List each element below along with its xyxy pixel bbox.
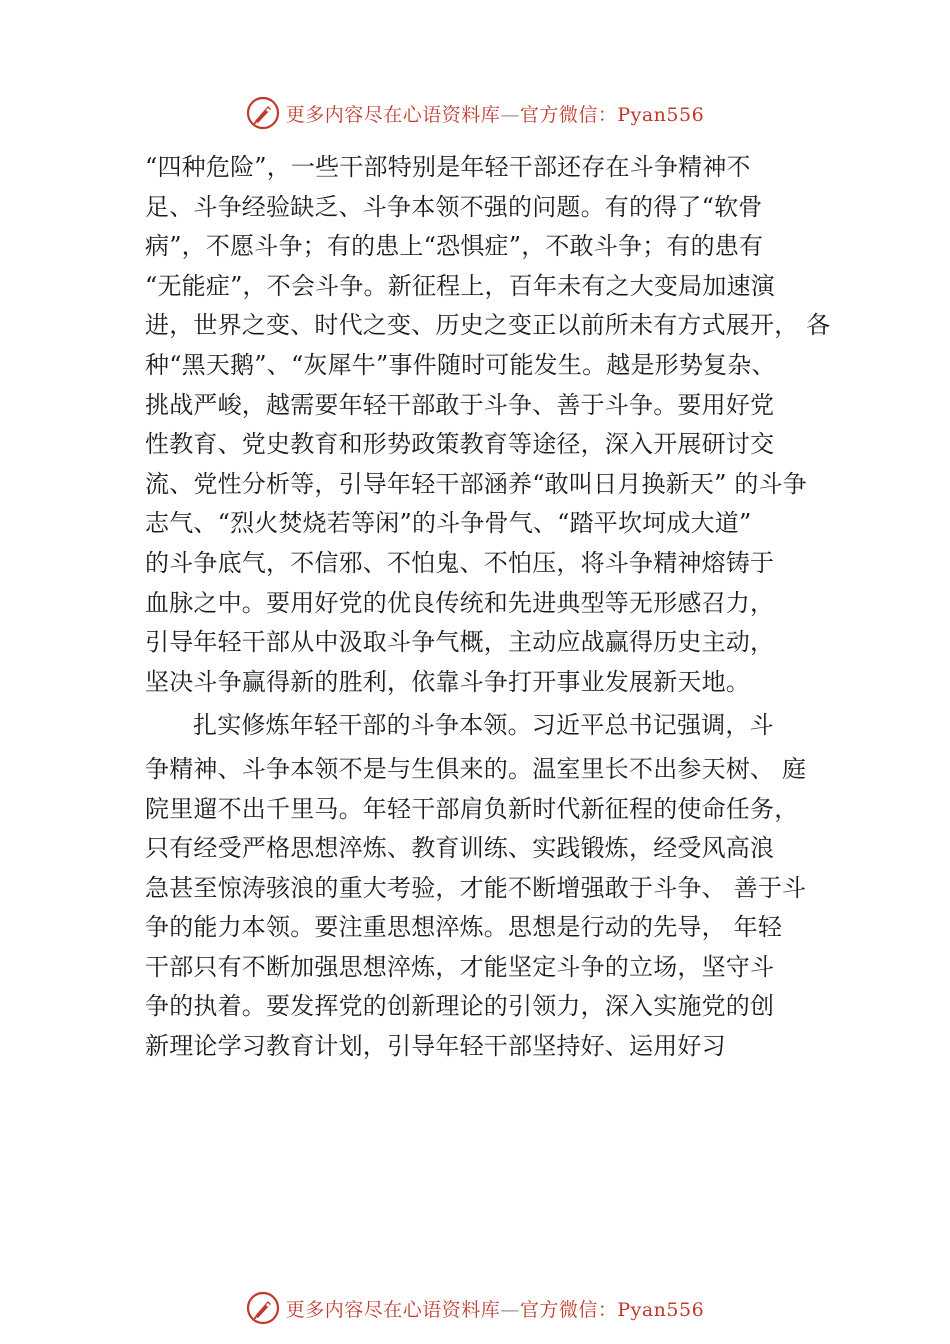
body-line: 志气、“烈火焚烧若等闲”的斗争骨气、“踏平坎坷成大道” (145, 509, 752, 538)
footer-wechat-label: 官方微信： (519, 1298, 618, 1321)
body-line: 急甚至惊涛骇浪的重大考验，才能不断增强敢于斗争、 善于斗 (145, 873, 807, 902)
document-body (145, 148, 835, 1067)
body-line: 新理论学习教育计划，引导年轻干部坚持好、运用好习 (145, 1032, 726, 1061)
pen-nib-logo-icon (246, 96, 280, 130)
footer-brand: 更多内容尽在心语资料库 (285, 1298, 501, 1321)
pen-nib-logo-icon (246, 1291, 280, 1325)
footer-dash: — (500, 1298, 520, 1321)
footer-text (286, 1295, 704, 1322)
header-brand: 更多内容尽在心语资料库 (285, 103, 501, 126)
body-line: 性教育、党史教育和形势政策教育等途径，深入开展研讨交 (145, 430, 775, 459)
body-line: 的斗争底气，不信邪、不怕鬼、不怕压，将斗争精神熔铸于 (145, 548, 775, 577)
body-line: 病”，不愿斗争；有的患上“恐惧症”，不敢斗争；有的患有 (145, 232, 764, 261)
body-line: 进，世界之变、时代之变、历史之变正以前所未有方式展开， 各 (145, 311, 831, 340)
body-line: 院里遛不出千里马。年轻干部肩负新时代新征程的使命任务， (145, 794, 799, 823)
body-line: 坚决斗争赢得新的胜利，依靠斗争打开事业发展新天地。 (145, 667, 750, 696)
body-line: 争的执着。要发挥党的创新理论的引领力，深入实施党的创 (145, 992, 775, 1021)
body-line: 种“黑天鹅”、“灰犀牛”事件随时可能发生。越是形势复杂、 (145, 350, 776, 379)
body-line: 流、党性分析等，引导年轻干部涵养“敢叫日月换新天” 的斗争 (145, 469, 807, 498)
body-line: 争精神、斗争本领不是与生俱来的。温室里长不出参天树、 庭 (145, 754, 807, 783)
footer-banner (0, 1288, 950, 1328)
body-line: “四种危险”，一些干部特别是年轻干部还存在斗争精神不 (145, 153, 751, 181)
body-line: 挑战严峻，越需要年轻干部敢于斗争、善于斗争。要用好党 (145, 390, 775, 419)
header-wechat-id: Pyan556 (617, 103, 705, 126)
body-line: 血脉之中。要用好党的优良传统和先进典型等无形感召力， (145, 588, 775, 617)
body-line: 足、斗争经验缺乏、斗争本领不强的问题。有的得了“软骨 (145, 192, 763, 221)
header-dash: — (500, 103, 520, 126)
body-line: 干部只有不断加强思想淬炼，才能坚定斗争的立场，坚守斗 (145, 952, 775, 981)
footer-wechat-id: Pyan556 (617, 1298, 705, 1321)
body-line: “无能症”，不会斗争。新征程上，百年未有之大变局加速演 (145, 271, 775, 300)
paragraph-heading-line: 扎实修炼年轻干部的斗争本领。习近平总书记强调，斗 (193, 711, 774, 740)
header-wechat-label: 官方微信： (519, 103, 618, 126)
header-banner (0, 93, 950, 133)
body-line: 引导年轻干部从中汲取斗争气概，主动应战赢得历史主动， (145, 628, 775, 657)
body-line: 争的能力本领。要注重思想淬炼。思想是行动的先导， 年轻 (145, 913, 783, 942)
body-line: 只有经受严格思想淬炼、教育训练、实践锻炼，经受风高浪 (145, 834, 775, 863)
header-text (286, 100, 704, 127)
